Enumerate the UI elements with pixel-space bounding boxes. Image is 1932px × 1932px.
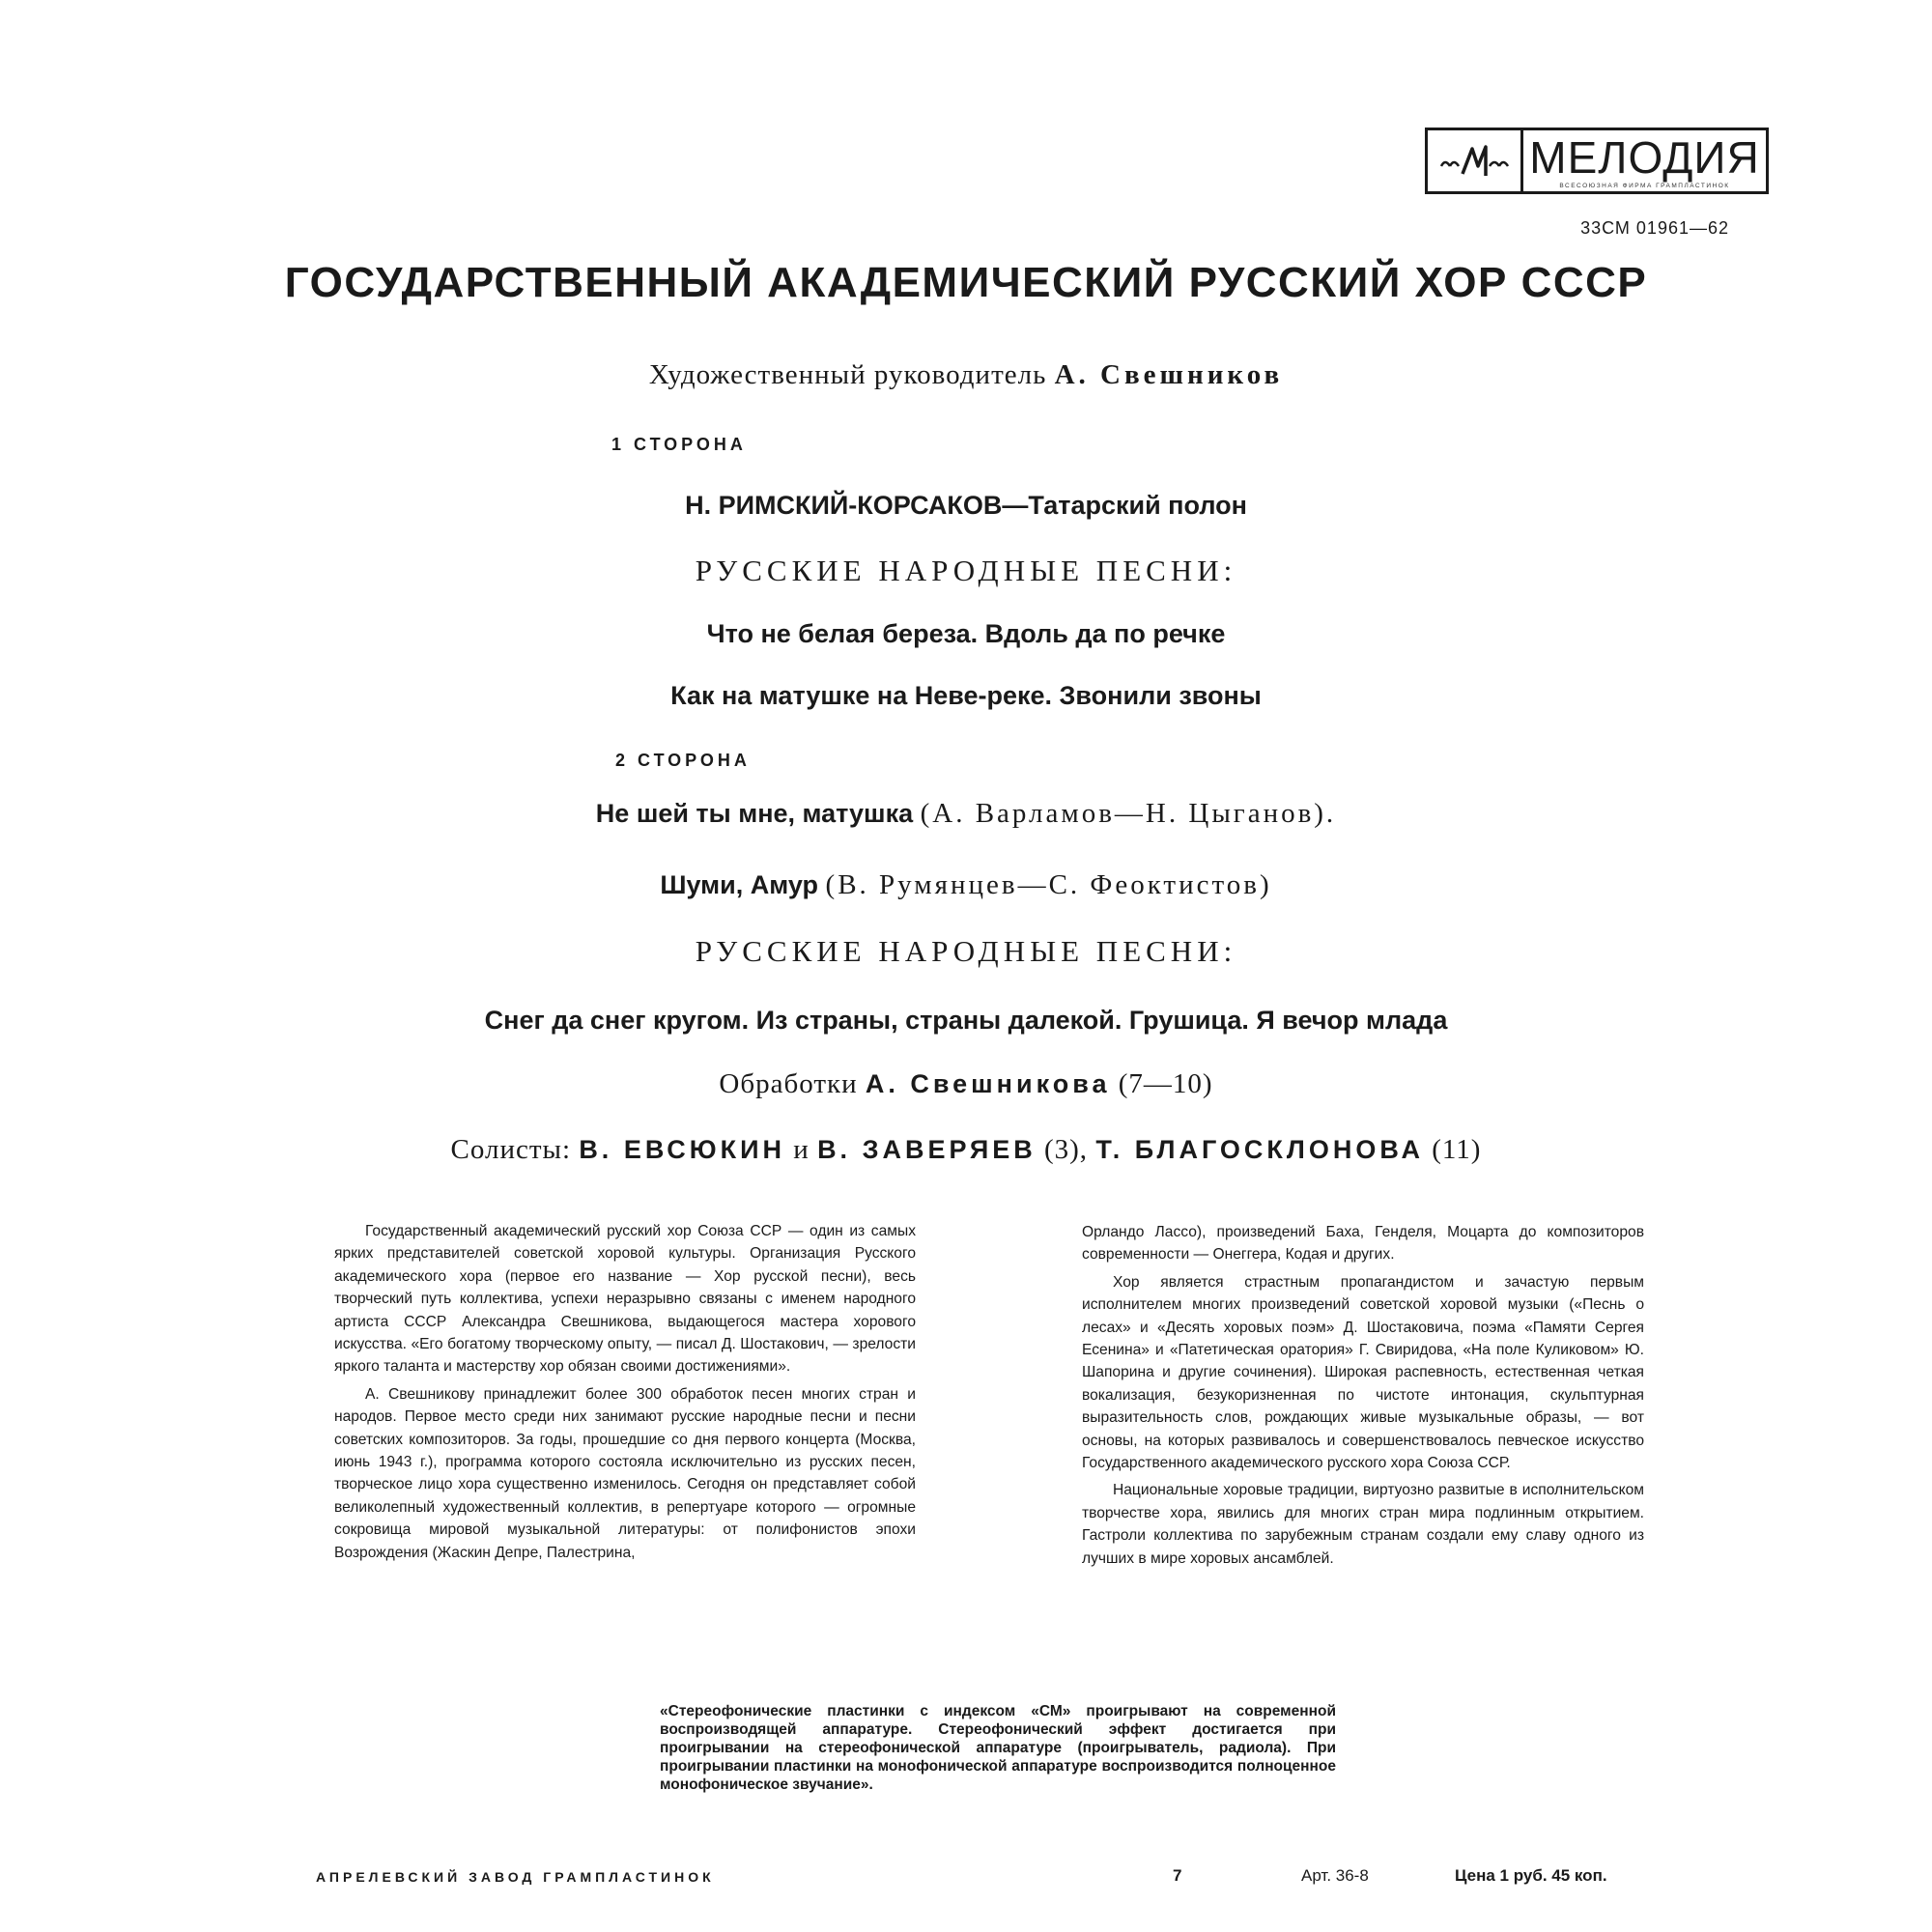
track-title: Не шей ты мне, матушка [595,799,921,828]
page-number: 7 [1173,1866,1182,1885]
soloists-line [0,1134,1932,1166]
soloist-name: В. ЕВСЮКИН [579,1135,786,1164]
side-2-label: 2 СТОРОНА [615,751,751,770]
director-line [0,359,1932,391]
side-2-track-1 [0,798,1932,830]
track-title: Шуми, Амур [660,870,826,899]
side-1-folk-heading: РУССКИЕ НАРОДНЫЕ ПЕСНИ: [695,554,1237,587]
soloist-name: В. ЗАВЕРЯЕВ [817,1135,1037,1164]
track-authors: (А. Варламов—Н. Цыганов). [920,798,1337,829]
side-2-track-2 [0,869,1932,901]
soloists-label: Солисты: [450,1134,580,1165]
track-composer: Н. РИМСКИЙ-КОРСАКОВ— [685,491,1029,520]
body-column-left [334,1220,916,1569]
arrangements-label: Обработки [719,1068,866,1099]
soloist-track-number: (3), [1036,1134,1096,1165]
arrangements-line [0,1068,1932,1100]
side-2-folk-heading: РУССКИЕ НАРОДНЫЕ ПЕСНИ: [695,934,1237,968]
arrangements-range: (7—10) [1110,1068,1213,1099]
factory-name: АПРЕЛЕВСКИЙ ЗАВОД ГРАМПЛАСТИНОК [316,1869,715,1885]
body-paragraph: Орландо Лассо), произведений Баха, Генделя, Моцарта до композиторов современности — Онеггера, Кодая и других. [1082,1224,1644,1264]
side-1-label: 1 СТОРОНА [611,435,747,454]
logo-text-block [1523,130,1766,191]
body-column-right [1082,1221,1644,1575]
side-1-track-2: Что не белая береза. Вдоль да по речке [706,619,1226,648]
side-1-track-1 [0,491,1932,521]
soloists-and: и [785,1134,818,1165]
body-paragraph: Государственный академический русский хор Союза ССР — один из самых ярких представителей советской хоровой культуры. Организация Русского академического хора (первое его название — Хор русской песни), весь творческий путь коллектива, успехи неразрывно связаны с именем народного артиста СССР Александра Свешникова, выдающегося мастера хорового искусства. «Его богатому творческому опыту, — писал Д. Шостакович, — зрелости яркого таланта и мастерству хор обязан своими достижениями». [334,1223,916,1376]
logo-name: МЕЛОДИЯ [1529,131,1760,183]
track-authors: (В. Румянцев—С. Феоктистов) [825,869,1272,900]
side-2-track-3: Снег да снег кругом. Из страны, страны далекой. Грушица. Я вечор млада [484,1006,1448,1035]
body-paragraph: Хор является страстным пропагандистом и зачастую первым исполнителем многих произведений советской хоровой музыки («Песнь о лесах» и «Десять хоровых поэм» Д. Шостаковича, поэма «Памяти Сергея Есенина» и «Патетическая оратория» Г. Свиридова, «На поле Куликовом» Ю. Шапорина и другие сочинения). Широкая распевность, естественная четкая вокализация, безукоризненная по чистоте интонация, скульптурная выразительность слов, рождающих живые музыкальные образы, — вот основы, на которых развивалось и совершенствовалось певческое искусство Государственного академического русского хора Союза ССР. [1082,1273,1644,1472]
main-title: ГОСУДАРСТВЕННЫЙ АКАДЕМИЧЕСКИЙ РУССКИЙ ХОР СССР [284,259,1648,306]
body-paragraph: Национальные хоровые традиции, виртуозно развитые в исполнительском творчестве хора, явились для многих стран мира подлинным открытием. Гастроли коллектива по зарубежным странам создали ему славу одного из лучших в мире хоровых ансамблей. [1082,1482,1644,1567]
director-label: Художественный руководитель [648,359,1047,390]
price: Цена 1 руб. 45 коп. [1455,1866,1607,1885]
catalog-number: 33СМ 01961—62 [1580,218,1729,238]
side-1-track-3: Как на матушке на Неве-реке. Звонили звоны [670,681,1262,710]
article-number: Арт. 36-8 [1301,1866,1369,1885]
director-name: А. Свешников [1054,359,1284,390]
melodiya-logo [1425,128,1769,194]
track-title: Татарский полон [1028,491,1247,520]
arranger-name: А. Свешникова [865,1069,1111,1098]
logo-subtitle: ВСЕСОЮЗНАЯ ФИРМА ГРАМПЛАСТИНОК [1559,182,1730,189]
stereo-note: «Стереофонические пластинки с индексом «СМ» проигрывают на современной воспроизводящей аппаратуре. Стереофонический эффект достигается при проигрывании на стереофонической аппаратуре (проигрыватель, радиола). При проигрывании пластинки на монофонической аппаратуре воспроизводится полноценное монофоническое звучание». [660,1703,1336,1793]
body-paragraph: А. Свешникову принадлежит более 300 обработок песен многих стран и народов. Первое место среди них занимают русские народные песни и песни советских композиторов. За годы, прошедшие со дня первого концерта (Москва, июнь 1943 г.), программа которого состояла исключительно из русских песен, творческое лицо хора существенно изменилось. Сегодня он представляет собой великолепный художественный коллектив, в репертуаре которого — огромные сокровища мировой музыкальной литературы: от полифонистов эпохи Возрождения (Жаскин Депре, Палестрина, [334,1385,916,1561]
soloist-track-number: (11) [1423,1134,1482,1165]
melodiya-emblem-icon [1428,130,1523,191]
soloist-name: Т. БЛАГОСКЛОНОВА [1095,1135,1424,1164]
